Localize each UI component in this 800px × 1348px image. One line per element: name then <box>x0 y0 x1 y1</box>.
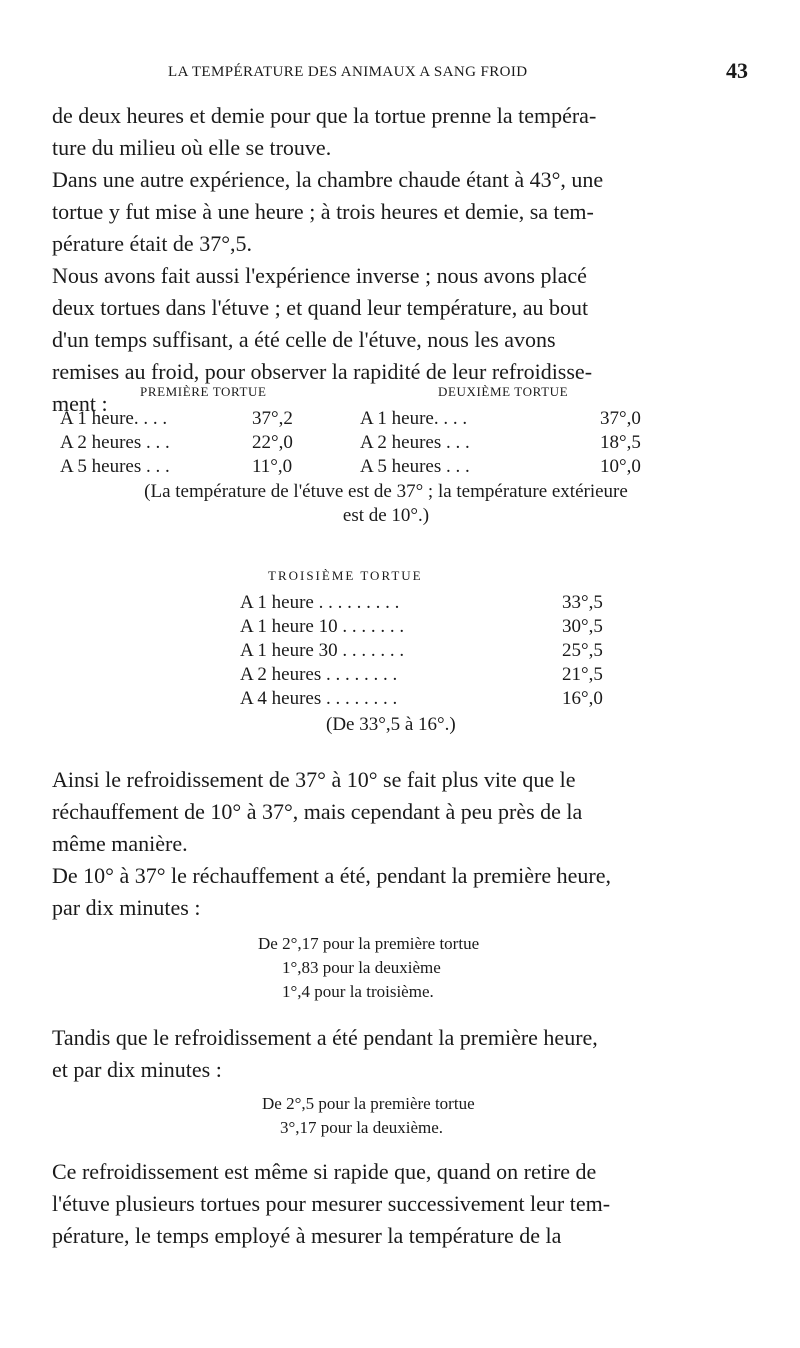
text-line: ture du milieu où elle se trouve. <box>52 135 332 160</box>
temperature-value: 22°,0 <box>252 432 293 453</box>
temperature-value: 37°,2 <box>252 408 293 429</box>
time-label: A 1 heure . . . . . . . . . <box>240 592 400 613</box>
table-note: (De 33°,5 à 16°.) <box>326 714 456 735</box>
list-item: 1°,4 pour la troisième. <box>282 982 434 1001</box>
text-line: Ce refroidissement est même si rapide que, quand on retire de <box>52 1159 597 1184</box>
running-title: LA TEMPÉRATURE DES ANIMAUX A SANG FROID <box>168 64 528 80</box>
text-line: Tandis que le refroidissement a été pendant la première heure, <box>52 1025 598 1050</box>
text-line: d'un temps suffisant, a été celle de l'étuve, nous les avons <box>52 327 556 352</box>
paragraph-4 <box>52 764 740 860</box>
page-number: 43 <box>726 58 748 83</box>
paragraph-7 <box>52 1156 740 1252</box>
time-label: A 2 heures . . . <box>60 432 170 453</box>
time-label: A 1 heure. . . . <box>360 408 468 429</box>
table-row <box>240 688 603 712</box>
list-item: 3°,17 pour la deuxième. <box>280 1118 444 1137</box>
table-row <box>240 592 603 616</box>
text-line: pérature était de 37°,5. <box>52 231 252 256</box>
table-row <box>60 456 740 480</box>
paragraph-2 <box>52 164 740 260</box>
time-label: A 5 heures . . . <box>360 456 470 477</box>
list-item: De 2°,5 pour la première tortue <box>262 1094 475 1113</box>
table-row <box>60 408 740 432</box>
paragraph-6 <box>52 1022 740 1086</box>
text-line: et par dix minutes : <box>52 1057 222 1082</box>
text-line: ment : <box>52 391 108 416</box>
table-row <box>240 664 603 688</box>
time-label: A 4 heures . . . . . . . . <box>240 688 398 709</box>
text-line: l'étuve plusieurs tortues pour mesurer successivement leur tem- <box>52 1191 611 1216</box>
time-label: A 1 heure 10 . . . . . . . <box>240 616 405 637</box>
temperature-value: 21°,5 <box>562 664 603 685</box>
text-line: remises au froid, pour observer la rapidité de leur refroidisse- <box>52 359 593 384</box>
text-line: tortue y fut mise à une heure ; à trois heures et demie, sa tem- <box>52 199 594 224</box>
table-row <box>240 616 603 640</box>
temperature-value: 11°,0 <box>252 456 293 477</box>
text-line: de deux heures et demie pour que la tortue prenne la tempéra- <box>52 103 597 128</box>
table-note <box>46 480 726 528</box>
time-label: A 1 heure 30 . . . . . . . <box>240 640 405 661</box>
table-row <box>60 432 740 456</box>
temperature-value: 18°,5 <box>600 432 641 453</box>
paragraph-1 <box>52 100 740 164</box>
paragraph-5 <box>52 860 740 924</box>
running-header <box>120 58 748 90</box>
note-line: (La température de l'étuve est de 37° ; la température extérieure <box>144 481 628 502</box>
temperature-value: 33°,5 <box>562 592 603 613</box>
time-label: A 2 heures . . . <box>360 432 470 453</box>
text-line: Dans une autre expérience, la chambre chaude étant à 43°, une <box>52 167 604 192</box>
temperature-value: 37°,0 <box>600 408 641 429</box>
text-line: deux tortues dans l'étuve ; et quand leur température, au bout <box>52 295 589 320</box>
text-line: pérature, le temps employé à mesurer la température de la <box>52 1223 562 1248</box>
time-label: A 1 heure. . . . <box>60 408 168 429</box>
text-line: De 10° à 37° le réchauffement a été, pendant la première heure, <box>52 863 611 888</box>
temperature-value: 25°,5 <box>562 640 603 661</box>
table-row <box>240 640 603 664</box>
note-line: est de 10°.) <box>342 505 430 526</box>
time-label: A 2 heures . . . . . . . . <box>240 664 398 685</box>
text-line: réchauffement de 10° à 37°, mais cependant à peu près de la <box>52 799 583 824</box>
column-heading-second-tortue: DEUXIÈME TORTUE <box>438 384 569 399</box>
temperature-value: 16°,0 <box>562 688 603 709</box>
text-line: Nous avons fait aussi l'expérience inverse ; nous avons placé <box>52 263 587 288</box>
list-item: 1°,83 pour la deuxième <box>282 958 441 977</box>
column-heading-third-tortue: TROISIÈME TORTUE <box>268 568 423 583</box>
column-heading-first-tortue: PREMIÈRE TORTUE <box>140 384 267 399</box>
time-label: A 5 heures . . . <box>60 456 170 477</box>
text-line: même manière. <box>52 831 188 856</box>
temperature-value: 10°,0 <box>600 456 641 477</box>
list-item: De 2°,17 pour la première tortue <box>258 934 480 953</box>
text-line: par dix minutes : <box>52 895 201 920</box>
text-line: Ainsi le refroidissement de 37° à 10° se fait plus vite que le <box>52 767 576 792</box>
temperature-value: 30°,5 <box>562 616 603 637</box>
